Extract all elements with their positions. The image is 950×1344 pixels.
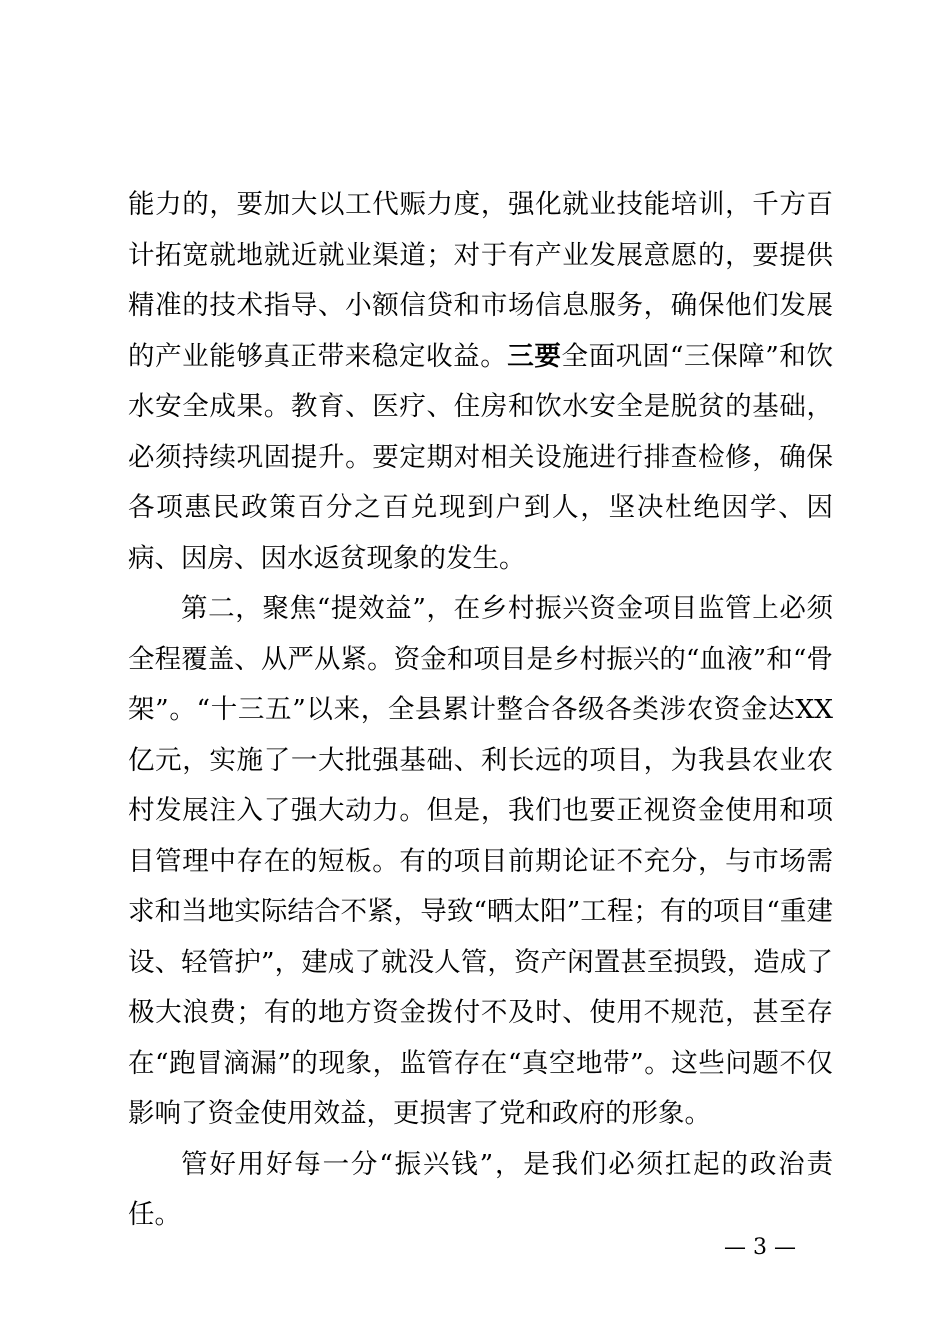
paragraph-continuation bbox=[128, 180, 833, 584]
page-number: — 3 — bbox=[724, 1235, 796, 1260]
paragraph-text: 第二，聚焦“提效益”，在乡村振兴资金项目监管上必须全程覆盖、从严从紧。资金和项目是乡村振兴的“血液”和“骨架”。“十三五”以来，全县累计整合各级各类涉农资金达XX亿元，实施了一大批强基础、利长远的项目，为我县农业农村发展注入了强大动力。但是，我们也要正视资金使用和项目管理中存在的短板。有的项目前期论证不充分，与市场需求和当地实际结合不紧，导致“晒太阳”工程；有的项目“重建设、轻管护”，建成了就没人管，资产闲置甚至损毁，造成了极大浪费；有的地方资金拨付不及时、使用不规范，甚至存在“跑冒滴漏”的现象，监管存在“真空地带”。这些问题不仅影响了资金使用效益，更损害了党和政府的形象。 bbox=[128, 593, 833, 1129]
emphasis-text: 三要 bbox=[507, 340, 562, 372]
document-body bbox=[128, 180, 833, 1241]
paragraph-text: 全面巩固“三保障”和饮水安全成果。教育、医疗、住房和饮水安全是脱贫的基础，必须持续巩固提升。要定期对相关设施进行排查检修，确保各项惠民政策百分之百兑现到户到人，坚决杜绝因学、因病、因房、因水返贫现象的发生。 bbox=[128, 340, 833, 574]
paragraph-closing bbox=[128, 1140, 833, 1241]
paragraph-second-point bbox=[128, 584, 833, 1140]
paragraph-text: 能力的，要加大以工代赈力度，强化就业技能培训，千方百计拓宽就地就近就业渠道；对于有产业发展意愿的，要提供精准的技术指导、小额信贷和市场信息服务，确保他们发展的产业能够真正带来稳定收益。 bbox=[128, 189, 833, 372]
paragraph-text: 管好用好每一分“振兴钱”，是我们必须扛起的政治责任。 bbox=[128, 1148, 833, 1230]
